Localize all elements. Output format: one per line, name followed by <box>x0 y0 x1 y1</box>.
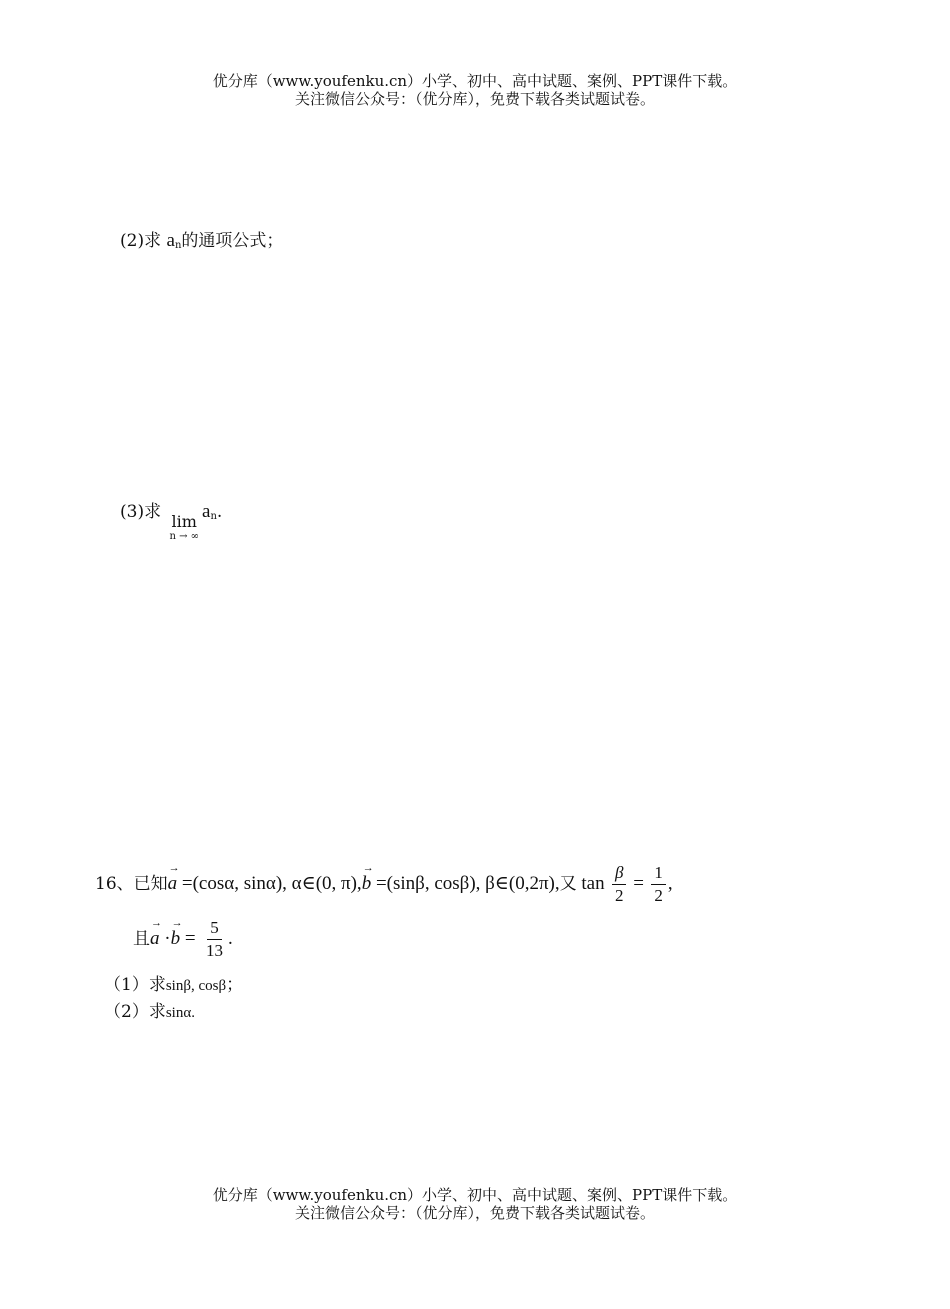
vector-b: → b <box>362 873 372 895</box>
footer-line-1: 优分库（www.youfenku.cn）小学、初中、高中试题、案例、PPT课件下载。 <box>212 1186 738 1204</box>
frac3-den: 13 <box>205 941 223 960</box>
question-2 <box>104 997 195 1022</box>
limit-expr <box>170 513 200 543</box>
cond-equals: = <box>180 928 196 949</box>
tan-word: tan <box>576 873 605 894</box>
fraction-beta-over-2 <box>612 862 627 907</box>
equals-sign: = <box>628 873 644 894</box>
q2-expr: sinα. <box>165 1005 195 1021</box>
also-word: 又 <box>559 874 577 894</box>
given-word: 已知 <box>133 874 168 894</box>
frac1-den: 2 <box>615 886 624 905</box>
q2-label: （2）求 <box>104 1002 166 1022</box>
frac3-num: 5 <box>207 917 222 940</box>
part3-label: (3)求 <box>120 502 162 522</box>
dot-sign: · <box>159 928 171 949</box>
frac1-num: β <box>612 862 626 885</box>
q1-expr: sinβ, cosβ <box>165 978 227 994</box>
vector-a: → a <box>168 873 178 895</box>
problem-16-stem <box>95 862 673 907</box>
q1-label: （1）求 <box>104 975 166 995</box>
question-1 <box>104 970 243 995</box>
cond-vector-b: → b <box>171 928 181 950</box>
page-footer <box>0 1186 950 1222</box>
lim-word: lim <box>171 512 197 531</box>
footer-line-2: 关注微信公众号：（优分库），免费下载各类试题试卷。 <box>294 1204 655 1222</box>
part3-sub: n <box>210 511 217 522</box>
vector-a-def: =(cosα, sinα), α∈(0, π), <box>177 873 362 894</box>
part2-label: (2)求 <box>120 231 162 251</box>
part3-var: a <box>202 501 211 522</box>
part2-sub: n <box>174 240 182 251</box>
part3-end: . <box>216 502 223 522</box>
vector-b-def: =(sinβ, cosβ), β∈(0,2π), <box>371 873 560 894</box>
prev-part-2 <box>120 226 283 252</box>
problem-number: 16、 <box>95 874 134 894</box>
part2-var: a <box>166 230 175 251</box>
and-word: 且 <box>133 929 150 949</box>
part2-text: 的通项公式； <box>181 231 284 251</box>
fraction-1-over-2 <box>651 862 666 907</box>
q1-end: ； <box>226 975 244 995</box>
stem-comma: , <box>667 873 673 894</box>
header-line-2: 关注微信公众号：（优分库），免费下载各类试题试卷。 <box>294 90 655 108</box>
problem-16-condition <box>133 917 233 962</box>
header-line-1: 优分库（www.youfenku.cn）小学、初中、高中试题、案例、PPT课件下载。 <box>212 72 738 90</box>
cond-vector-a: → a <box>150 928 160 950</box>
page-header <box>0 72 950 108</box>
fraction-5-over-13 <box>203 917 226 962</box>
lim-under: n → ∞ <box>169 531 200 542</box>
frac2-den: 2 <box>654 886 663 905</box>
cond-period: . <box>227 928 233 949</box>
prev-part-3 <box>120 497 222 543</box>
frac2-num: 1 <box>651 862 666 885</box>
